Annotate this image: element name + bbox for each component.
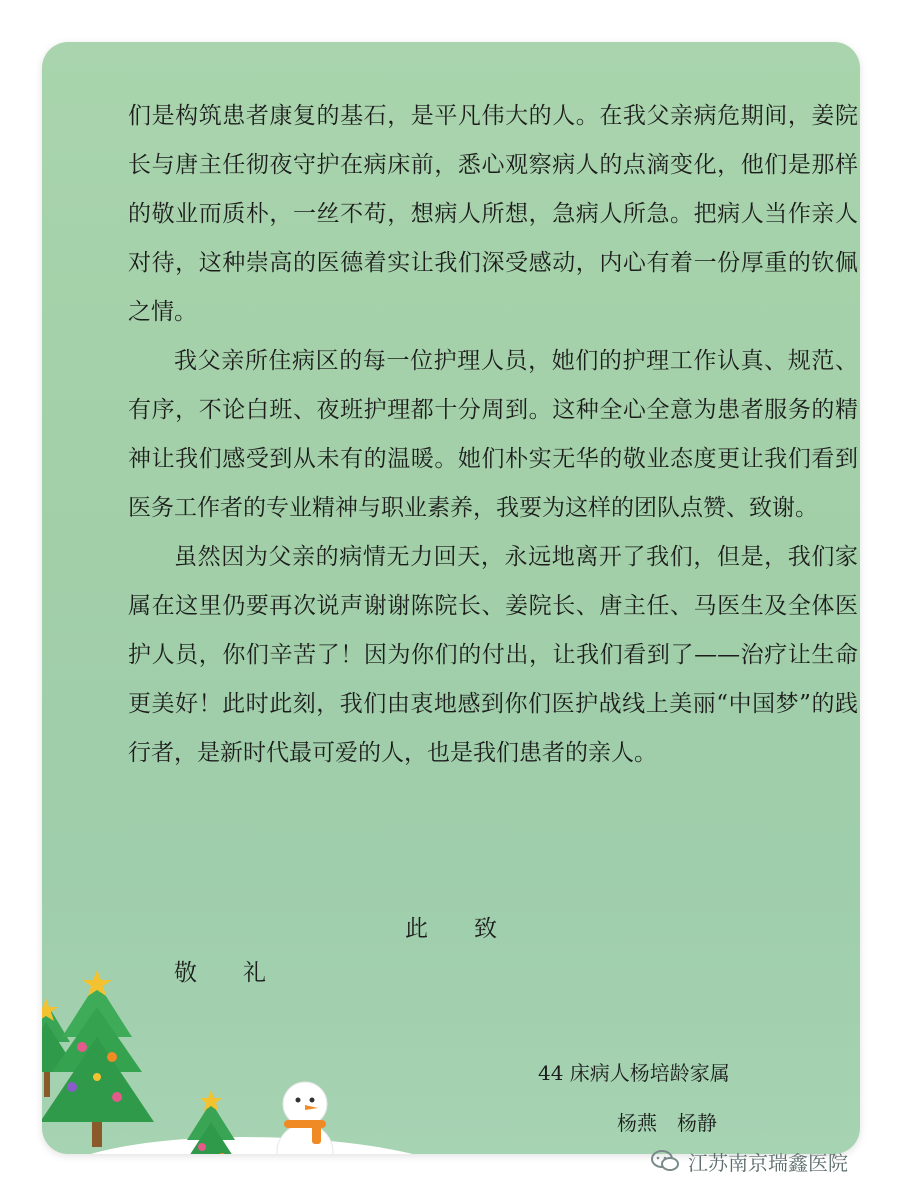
right-tree-icon	[180, 1090, 242, 1154]
letter-paper	[42, 42, 860, 1154]
paragraph-3: 虽然因为父亲的病情无力回天，永远地离开了我们，但是，我们家属在这里仍要再次说声谢谢陈院长、姜院长、唐主任、马医生及全体医护人员，你们辛苦了！因为你们的付出，让我们看到了——治疗让生命更美好！此时此刻，我们由衷地感到你们医护战线上美丽“中国梦”的践行者，是新时代最可爱的人，也是我们患者的亲人。	[128, 544, 858, 766]
paragraph-2: 我父亲所住病区的每一位护理人员，她们的护理工作认真、规范、有序，不论白班、夜班护理都十分周到。这种全心全意为患者服务的精神让我们感受到从未有的温暖。她们朴实无华的敬业态度更让我们看到医务工作者的专业精神与职业素养，我要为这样的团队点赞、致谢。	[128, 348, 858, 521]
closing-jingli: 敬 礼	[174, 960, 266, 986]
wechat-watermark	[650, 1146, 848, 1176]
letter-body	[128, 92, 858, 778]
watermark-text: 江苏南京瑞鑫医院	[688, 1150, 848, 1175]
paragraph-1: 们是构筑患者康复的基石，是平凡伟大的人。在我父亲病危期间，姜院长与唐主任彻夜守护在病床前，悉心观察病人的点滴变化，他们是那样的敬业而质朴，一丝不苟，想病人所想，急病人所急。把病人当作亲人对待，这种崇高的医德着实让我们深受感动，内心有着一份厚重的钦佩之情。	[128, 103, 858, 325]
snowman-icon	[277, 1082, 333, 1154]
christmas-trees-illustration	[42, 962, 372, 1154]
signer-names: 杨燕 杨静	[617, 1111, 717, 1135]
wechat-logo-icon	[650, 1149, 680, 1173]
closing-cizhi: 此 致	[405, 916, 497, 942]
signer-line: 44 床病人杨培龄家属	[538, 1061, 730, 1085]
